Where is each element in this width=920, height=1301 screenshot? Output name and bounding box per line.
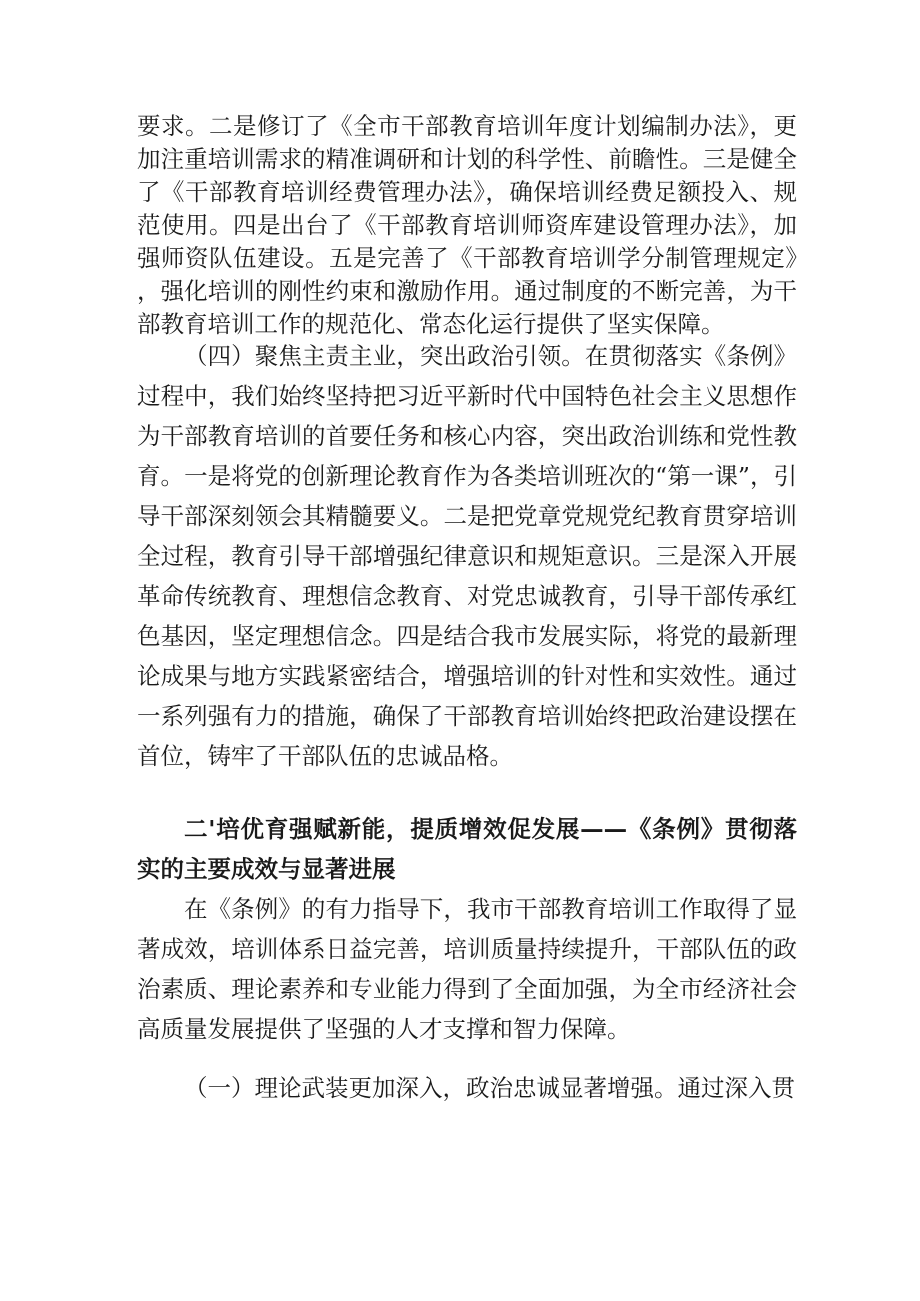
section-heading-two: 二'培优育强赋新能，提质增效促发展——《条例》贯彻落实的主要成效与显著进展	[137, 815, 797, 883]
body-paragraph-achievements: 在《条例》的有力指导下，我市干部教育培训工作取得了显著成效，培训体系日益完善，培训质量持续提升，干部队伍的政治素质、理论素养和专业能力得到了全面加强，为全市经济社会高质量发展提供了坚强的人才支撑和智力保障。	[137, 895, 797, 1043]
body-paragraph-theory-armament: （一）理论武装更加深入，政治忠诚显著增强。通过深入贯	[184, 1074, 795, 1102]
body-paragraph-institution-building: 要求。二是修订了《全市干部教育培训年度计划编制办法》，更加注重培训需求的精准调研和计划的科学性、前瞻性。三是健全了《干部教育培训经费管理办法》，确保培训经费足额投入、规范使用。四是出台了《干部教育培训师资库建设管理办法》，加强师资队伍建设。五是完善了《干部教育培训学分制管理规定》，强化培训的刚性约束和激励作用。通过制度的不断完善，为干部教育培训工作的规范化、常态化运行提供了坚实保障。	[137, 112, 797, 338]
body-paragraph-political-guidance: （四）聚焦主责主业，突出政治引领。在贯彻落实《条例》过程中，我们始终坚持把习近平新时代中国特色社会主义思想作为干部教育培训的首要任务和核心内容，突出政治训练和党性教育。一是将党的创新理论教育作为各类培训班次的“第一课”，引导干部深刻领会其精髓要义。二是把党章党规党纪教育贯穿培训全过程，教育引导干部增强纪律意识和规矩意识。三是深入开展革命传统教育、理想信念教育、对党忠诚教育，引导干部传承红色基因，坚定理想信念。四是结合我市发展实际，将党的最新理论成果与地方实践紧密结合，增强培训的针对性和实效性。通过一系列强有力的措施，确保了干部教育培训始终把政治建设摆在首位，铸牢了干部队伍的忠诚品格。	[137, 342, 797, 770]
